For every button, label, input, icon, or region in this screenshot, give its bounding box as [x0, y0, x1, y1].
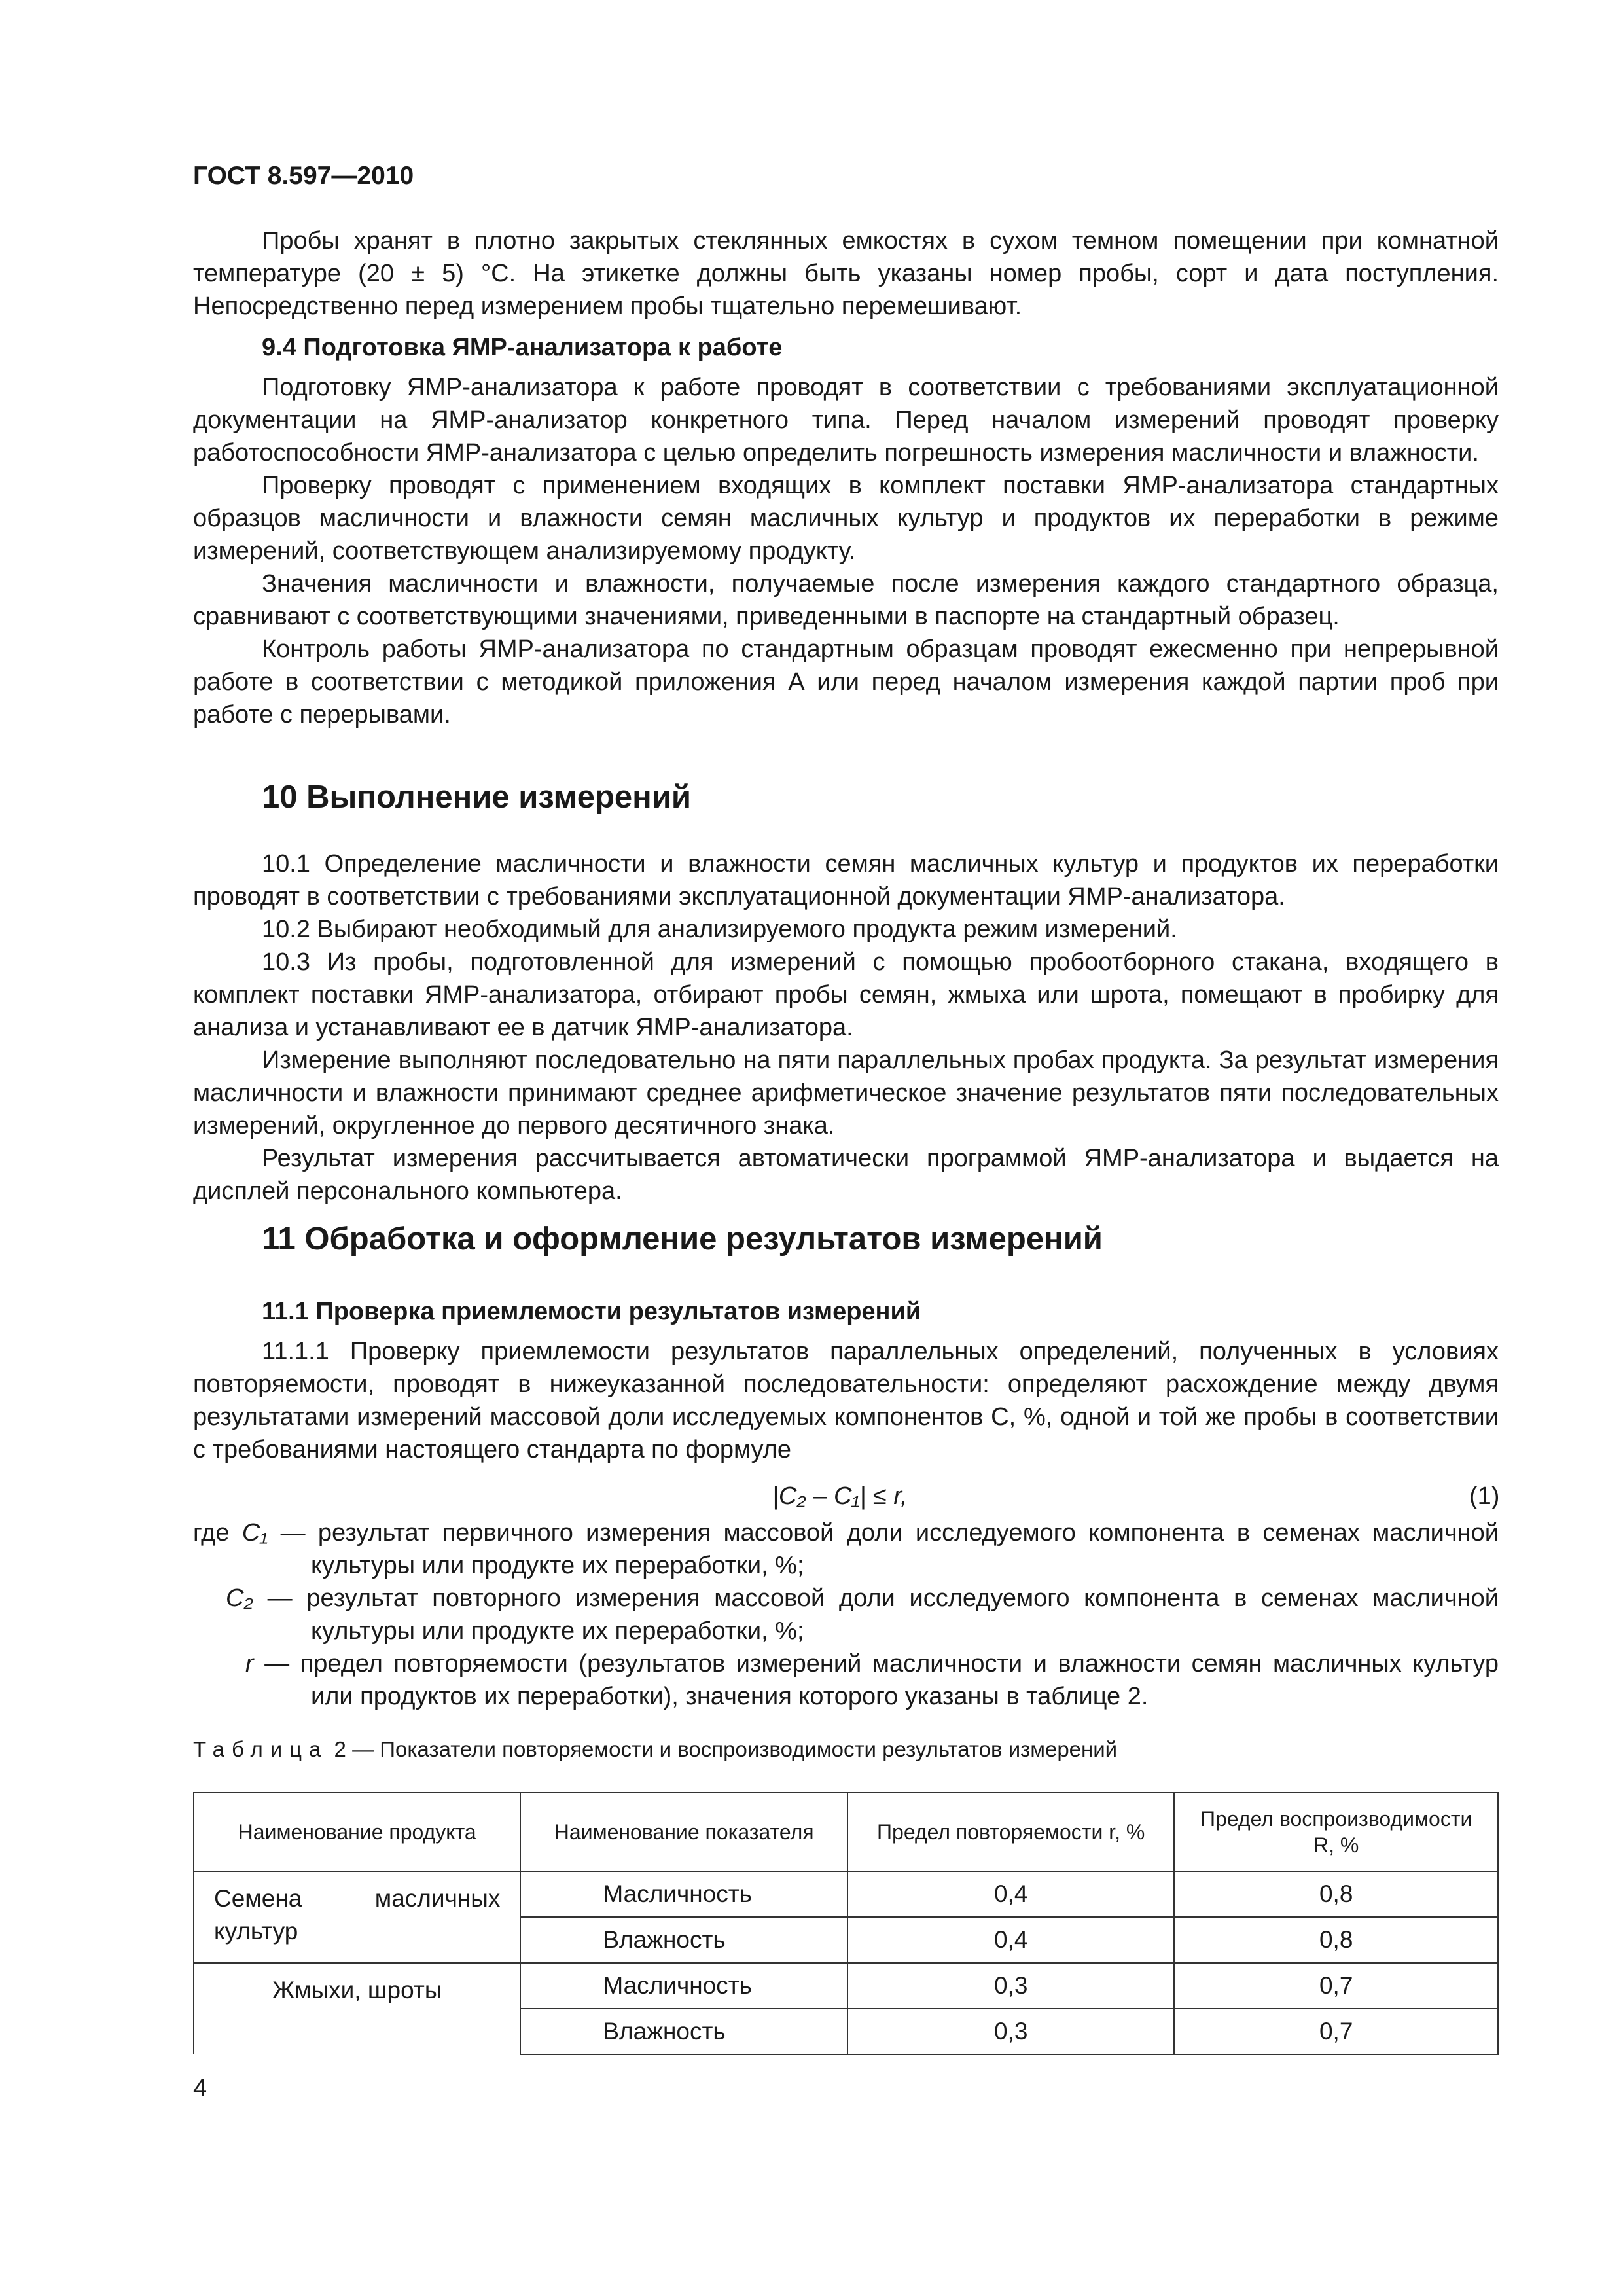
- paragraph: 11.1.1 Проверку приемлемости результатов параллельных определений, полученных в условиях повторяемости, проводят в нижеуказанной последовательности: определяют расхождение между двумя результатами измерений массовой доли исследуемых компонентов С, %, одной и той же пробы в соответствии с требованиями настоящего стандарта по формуле: [193, 1338, 1499, 1463]
- paragraph: 10.1 Определение масличности и влажности семян масличных культур и продуктов их переработки проводят в соответствии с требованиями эксплуатационной документации ЯМР-анализатора.: [193, 850, 1499, 910]
- section-10-body: [193, 848, 1499, 1208]
- table-header-cell: Наименование продукта: [194, 1793, 520, 1871]
- section-9-4-body: [193, 371, 1499, 731]
- paragraph: Значения масличности и влажности, получаемые после измерения каждого стандартного образца, сравнивают с соответствующими значениями, приведенными в паспорте на стандартный образец.: [193, 570, 1499, 630]
- section-11-title: 11 Обработка и оформление результатов измерений: [262, 1221, 1103, 1257]
- table-header-cell: Предел воспроизводимости R, %: [1174, 1793, 1498, 1871]
- table-header-cell: Предел повторяемости r, %: [847, 1793, 1174, 1871]
- section-11-1-body: [193, 1335, 1499, 1466]
- legend-text: — результат первичного измерения массовой доли исследуемого компонента в семенах масличной культуры или продукте их переработки, %;: [268, 1519, 1499, 1579]
- indicator-cell: Масличность: [520, 1871, 847, 1917]
- table-header-row: [194, 1793, 1498, 1871]
- paragraph: 10.2 Выбирают необходимый для анализируемого продукта режим измерений.: [262, 916, 1177, 943]
- repeatability-cell: 0,4: [847, 1871, 1174, 1917]
- results-table: [193, 1792, 1499, 2055]
- legend-symbol: C₂: [226, 1585, 253, 1612]
- repeatability-cell: 0,3: [847, 1963, 1174, 2009]
- reproducibility-cell: 0,7: [1174, 1963, 1498, 2009]
- indicator-cell: Влажность: [520, 1917, 847, 1963]
- legend-text: — предел повторяемости (результатов измерений масличности и влажности семян масличных культур или продуктов их переработки), значения которого указаны в таблице 2.: [253, 1650, 1499, 1710]
- standard-designation: ГОСТ 8.597—2010: [193, 162, 414, 190]
- legend-symbol: C₁: [241, 1519, 268, 1547]
- table-caption-label: Таблица: [193, 1737, 329, 1761]
- paragraph: Контроль работы ЯМР-анализатора по стандартным образцам проводят ежесменно при непрерывной работе в соответствии с методикой приложения А или перед началом измерения каждой партии проб при работе с перерывами.: [193, 636, 1499, 728]
- product-cell: Семена масличных культур: [194, 1871, 520, 1963]
- paragraph: Результат измерения рассчитывается автоматически программой ЯМР-анализатора и выдается на дисплей персонального компьютера.: [193, 1145, 1499, 1205]
- table-caption: [193, 1737, 1117, 1762]
- legend-item-c1: [193, 1516, 1499, 1582]
- table-row: [194, 1871, 1498, 1917]
- paragraph: Проверку проводят с применением входящих в комплект поставки ЯМР-анализатора стандартных образцов масличности и влажности семян масличных культур и продуктов их переработки в режиме измерений, соответствующем анализируемому продукту.: [193, 472, 1499, 565]
- page-number: 4: [193, 2075, 207, 2102]
- legend-item-c2: [193, 1582, 1499, 1647]
- subsection-9-4-title: 9.4 Подготовка ЯМР-анализатора к работе: [262, 334, 783, 361]
- paragraph: 10.3 Из пробы, подготовленной для измерений с помощью пробоотборного стакана, входящего в комплект поставки ЯМР-анализатора, отбирают пробы семян, жмыха или шрота, помещают в пробирку для анализа и устанавливают ее в датчик ЯМР-анализатора.: [193, 948, 1499, 1041]
- legend-lead: где: [193, 1519, 242, 1547]
- storage-paragraph: [193, 224, 1499, 323]
- formula-1: |C₂ – C₁| ≤ r,: [772, 1482, 908, 1510]
- paragraph: Пробы хранят в плотно закрытых стеклянных емкостях в сухом темном помещении при комнатной температуре (20 ± 5) °С. На этикетке должны быть указаны номер пробы, сорт и дата поступления. Непосредственно перед измерением пробы тщательно перемешивают.: [193, 227, 1499, 320]
- table-caption-text: 2 — Показатели повторяемости и воспроизводимости результатов измерений: [328, 1737, 1118, 1761]
- formula-number: (1): [1469, 1482, 1500, 1510]
- reproducibility-cell: 0,8: [1174, 1917, 1498, 1963]
- indicator-cell: Влажность: [520, 2009, 847, 2054]
- subsection-11-1-title: 11.1 Проверка приемлемости результатов измерений: [262, 1298, 921, 1325]
- legend-item-r: [193, 1647, 1499, 1713]
- product-cell: Жмыхи, шроты: [194, 1963, 520, 2054]
- legend-text: — результат повторного измерения массовой доли исследуемого компонента в семенах масличной культуры или продукте их переработки, %;: [253, 1585, 1499, 1645]
- paragraph: Измерение выполняют последовательно на пяти параллельных пробах продукта. За результат измерения масличности и влажности принимают среднее арифметическое значение результатов пяти последовательных измерений, округленное до первого десятичного знака.: [193, 1047, 1499, 1139]
- formula-legend: [193, 1516, 1499, 1713]
- section-10-title: 10 Выполнение измерений: [262, 780, 691, 815]
- legend-symbol: r: [245, 1650, 254, 1677]
- repeatability-cell: 0,3: [847, 2009, 1174, 2054]
- table-header-cell: Наименование показателя: [520, 1793, 847, 1871]
- repeatability-cell: 0,4: [847, 1917, 1174, 1963]
- table-row: [194, 1963, 1498, 2009]
- paragraph: Подготовку ЯМР-анализатора к работе проводят в соответствии с требованиями эксплуатационной документации на ЯМР-анализатор конкретного типа. Перед началом измерений проводят проверку работоспособности ЯМР-анализатора с целью определить погрешность измерения масличности и влажности.: [193, 374, 1499, 467]
- reproducibility-cell: 0,7: [1174, 2009, 1498, 2054]
- indicator-cell: Масличность: [520, 1963, 847, 2009]
- reproducibility-cell: 0,8: [1174, 1871, 1498, 1917]
